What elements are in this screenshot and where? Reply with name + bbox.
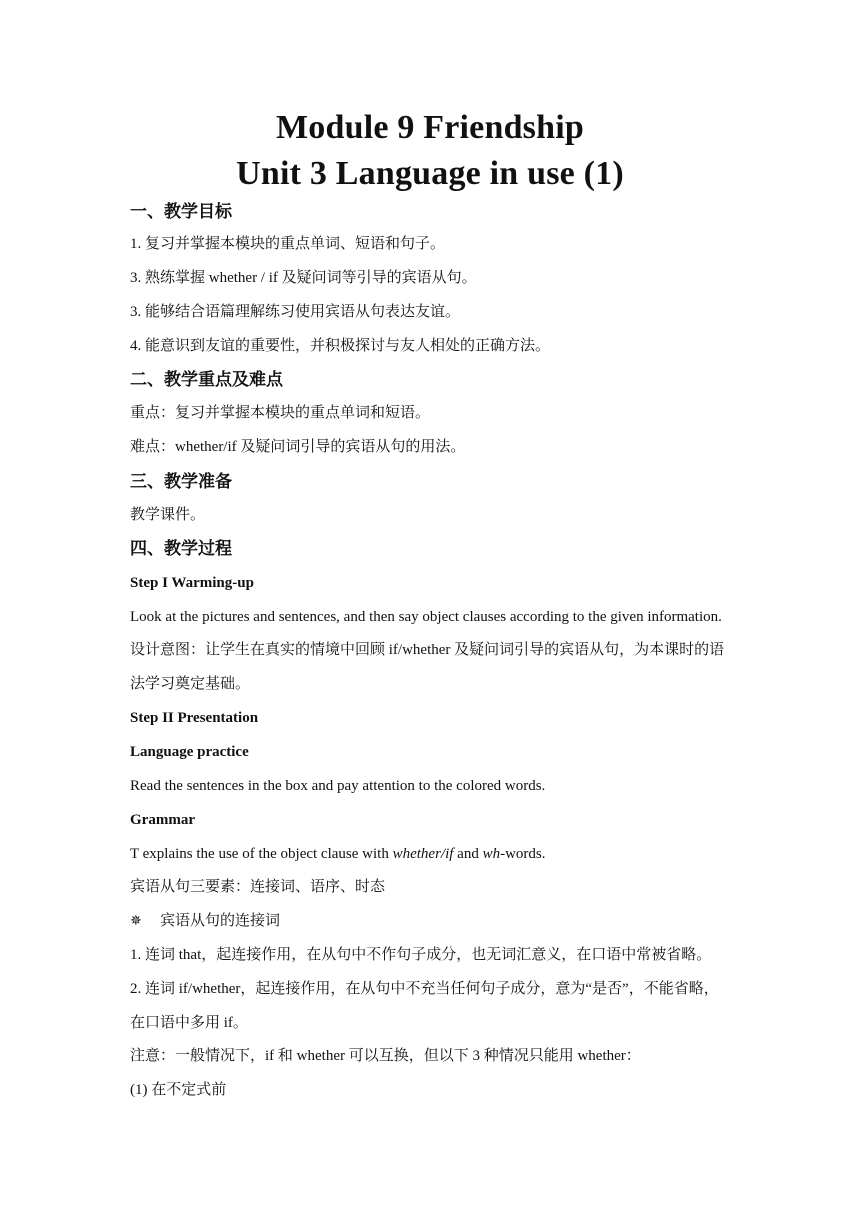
grammar-text-italic2: wh <box>482 846 501 862</box>
difficult-point-text: 难点：whether/if 及疑问词引导的宾语从句的用法。 <box>130 439 466 455</box>
star-bullet-icon: ✵ <box>130 914 142 929</box>
document-title-line2: Unit 3 Language in use (1) <box>236 155 624 192</box>
grammar-text-mid: and <box>453 846 483 862</box>
objective-item: 3. 能够结合语篇理解练习使用宾语从句表达友谊。 <box>130 304 461 320</box>
key-point-text: 重点：复习并掌握本模块的重点单词和短语。 <box>130 405 431 421</box>
language-practice-text: Read the sentences in the box and pay attention to the colored words. <box>130 778 546 794</box>
objective-item: 1. 复习并掌握本模块的重点单词、短语和句子。 <box>130 236 446 252</box>
section4-heading: 四、教学过程 <box>130 539 232 559</box>
note-text: 注意：一般情况下，if 和 whether 可以互换，但以下 3 种情况只能用 whether： <box>130 1048 641 1064</box>
document-title-line1: Module 9 Friendship <box>276 109 584 146</box>
section2-heading: 二、教学重点及难点 <box>130 370 283 390</box>
step1-design-line1: 设计意图：让学生在真实的情境中回顾 if/whether 及疑问词引导的宾语从句，为本课时的语 <box>130 642 725 658</box>
grammar-text-pre: T explains the use of the object clause with <box>130 846 393 862</box>
grammar-title: Grammar <box>130 812 195 828</box>
three-elements-text: 宾语从句三要素：连接词、语序、时态 <box>130 879 386 895</box>
bullet-text: 宾语从句的连接词 <box>160 913 281 929</box>
grammar-text-post: -words. <box>500 846 546 862</box>
case1-text: (1) 在不定式前 <box>130 1082 227 1098</box>
rule2-line2: 在口语中多用 if。 <box>130 1015 248 1031</box>
rule1-text: 1. 连词 that，起连接作用，在从句中不作句子成分，也无词汇意义，在口语中常被省略。 <box>130 947 712 963</box>
step1-title: Step I Warming-up <box>130 575 254 591</box>
step1-text: Look at the pictures and sentences, and then say object clauses according to the given information. <box>130 609 722 625</box>
grammar-text <box>130 844 546 864</box>
preparation-text: 教学课件。 <box>130 507 206 523</box>
rule2-line1: 2. 连词 if/whether，起连接作用，在从句中不充当任何句子成分，意为“是否”，不能省略， <box>130 981 719 997</box>
language-practice-title: Language practice <box>130 744 249 760</box>
bullet-line <box>130 911 280 932</box>
step2-title: Step II Presentation <box>130 710 259 726</box>
step1-design-line2: 法学习奠定基础。 <box>130 676 251 692</box>
grammar-text-italic1: whether/if <box>392 846 454 862</box>
objective-item: 4. 能意识到友谊的重要性，并积极探讨与友人相处的正确方法。 <box>130 338 551 354</box>
section1-heading: 一、教学目标 <box>130 202 232 222</box>
section3-heading: 三、教学准备 <box>130 472 232 492</box>
objective-item: 3. 熟练掌握 whether / if 及疑问词等引导的宾语从句。 <box>130 270 477 286</box>
